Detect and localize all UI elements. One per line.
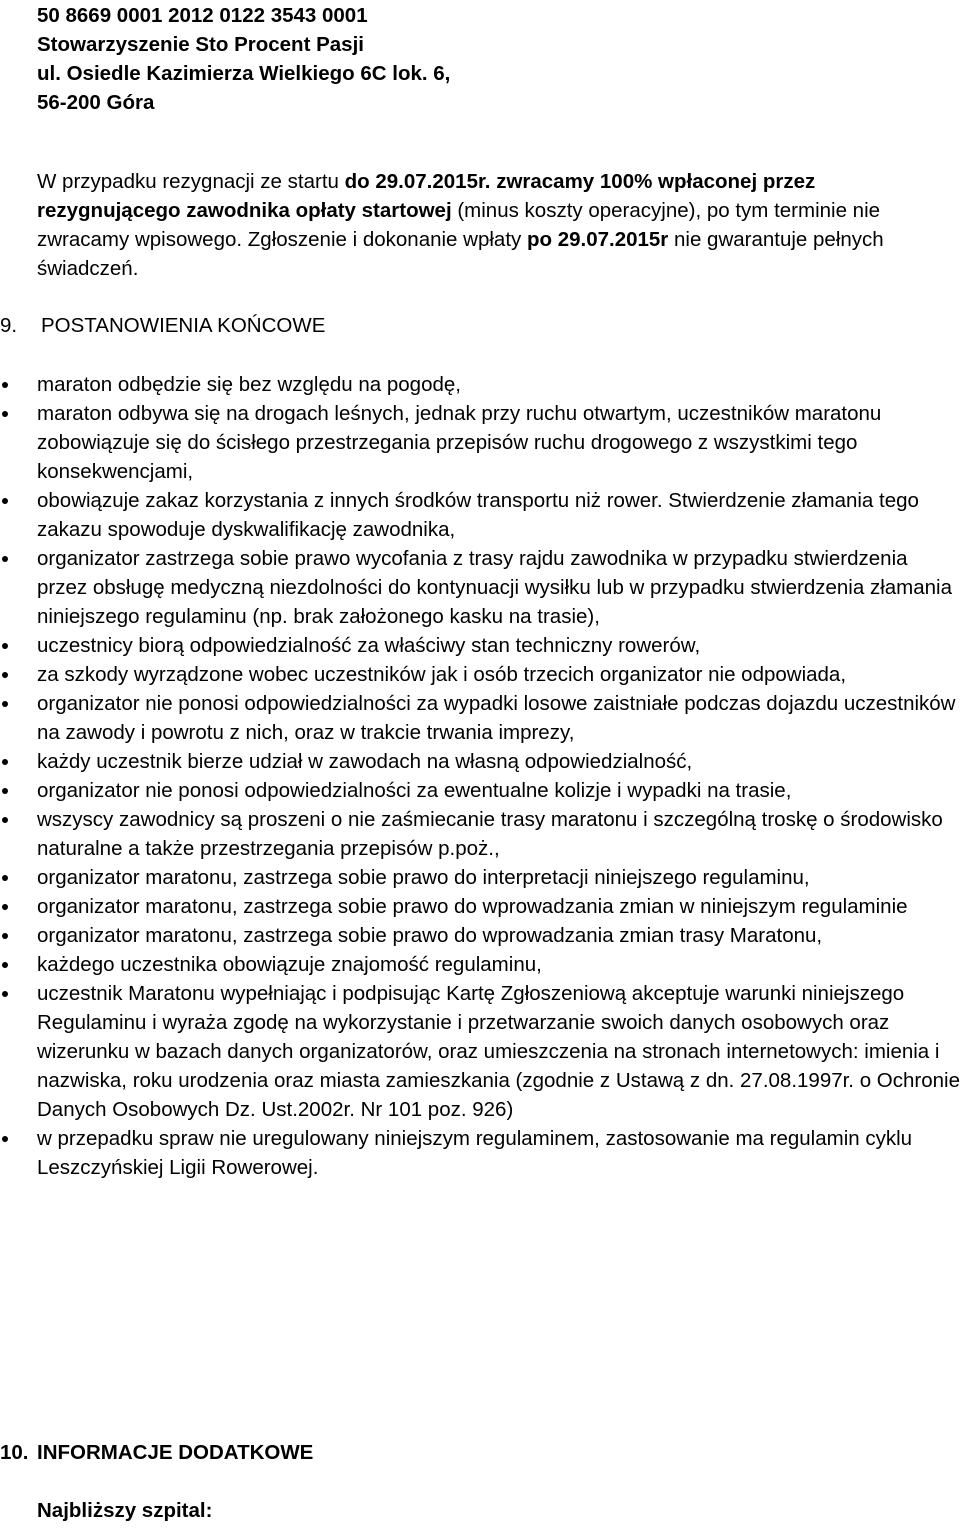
provisions-list [0, 370, 960, 1182]
postal-city: 56-200 Góra [37, 91, 155, 114]
withdrawal-paragraph [37, 167, 957, 283]
list-item: organizator zastrzega sobie prawo wycofania z trasy rajdu zawodnika w przypadku stwierdzenia przez obsługę medyczną niezdolności do kontynuacji wysiłku lub w przypadku stwierdzenia złamania niniejszego regulaminu (np. brak założonego kasku na trasie), [0, 544, 960, 631]
withdrawal-text [37, 167, 957, 283]
list-item: wszyscy zawodnicy są proszeni o nie zaśmiecanie trasy maratonu i szczególną troskę o środowisko naturalne a także przestrzegania przepisów p.poż., [0, 805, 960, 863]
intro-bold-2: po 29.07.2015r [526, 228, 669, 251]
section-9-number: 9. [0, 314, 18, 337]
address-block [37, 1, 450, 117]
list-item: organizator nie ponosi odpowiedzialności za wypadki losowe zaistniałe podczas dojazdu uczestników na zawody i powrotu z nich, oraz w trakcie trwania imprezy, [0, 689, 960, 747]
bank-account-number: 50 8669 0001 2012 0122 3543 0001 [37, 4, 368, 27]
list-item: organizator maratonu, zastrzega sobie prawo do wprowadzania zmian w niniejszym regulaminie [0, 892, 960, 921]
list-item: za szkody wyrządzone wobec uczestników jak i osób trzecich organizator nie odpowiada, [0, 660, 960, 689]
section-10-title: INFORMACJE DODATKOWE [37, 1441, 314, 1464]
intro-text-1: W przypadku rezygnacji ze startu [37, 170, 345, 193]
list-item: organizator maratonu, zastrzega sobie prawo do interpretacji niniejszego regulaminu, [0, 863, 960, 892]
list-item: uczestnicy biorą odpowiedzialność za właściwy stan techniczny rowerów, [0, 631, 960, 660]
list-item: maraton odbędzie się bez względu na pogodę, [0, 370, 960, 399]
intro-text-2: (minus koszty operacyjne), po tym terminie nie zwracamy wpisowego. Zgłoszenie i dokonanie wpłaty [37, 199, 881, 251]
list-item: każdy uczestnik bierze udział w zawodach na własną odpowiedzialność, [0, 747, 960, 776]
list-item: obowiązuje zakaz korzystania z innych środków transportu niż rower. Stwierdzenie złamania tego zakazu spowoduje dyskwalifikację zawodnika, [0, 486, 960, 544]
intro-text-3: nie gwarantuje pełnych świadczeń. [37, 228, 884, 280]
street-address: ul. Osiedle Kazimierza Wielkiego 6C lok. 6, [37, 62, 451, 85]
list-item: maraton odbywa się na drogach leśnych, jednak przy ruchu otwartym, uczestników maratonu zobowiązuje się do ścisłego przestrzegania przepisów ruchu drogowego z wszystkimi tego konsekwencjami, [0, 399, 960, 486]
list-item: każdego uczestnika obowiązuje znajomość regulaminu, [0, 950, 960, 979]
list-item: uczestnik Maratonu wypełniając i podpisując Kartę Zgłoszeniową akceptuje warunki niniejszego Regulaminu i wyraża zgodę na wykorzystanie i przetwarzanie swoich danych osobowych oraz wizerunku w bazach danych organizatorów, oraz umieszczenia na stronach internetowych: imienia i nazwiska, roku urodzenia oraz miasta zamieszkania (zgodnie z Ustawą z dn. 27.08.1997r. o Ochronie Danych Osobowych Dz. Ust.2002r. Nr 101 poz. 926) [0, 979, 960, 1124]
list-item: organizator maratonu, zastrzega sobie prawo do wprowadzania zmian trasy Maratonu, [0, 921, 960, 950]
nearest-hospital-label: Najbliższy szpital: [37, 1499, 213, 1522]
organization-name: Stowarzyszenie Sto Procent Pasji [37, 33, 364, 56]
section-10-number: 10. [0, 1441, 29, 1464]
section-9-title: POSTANOWIENIA KOŃCOWE [41, 314, 326, 337]
list-item: w przepadku spraw nie uregulowany niniejszym regulaminem, zastosowanie ma regulamin cyklu Leszczyńskiej Ligii Rowerowej. [0, 1124, 960, 1182]
intro-bold-1: do 29.07.2015r. zwracamy 100% wpłaconej przez rezygnującego zawodnika opłaty startowej [37, 170, 816, 222]
list-item: organizator nie ponosi odpowiedzialności za ewentualne kolizje i wypadki na trasie, [0, 776, 960, 805]
